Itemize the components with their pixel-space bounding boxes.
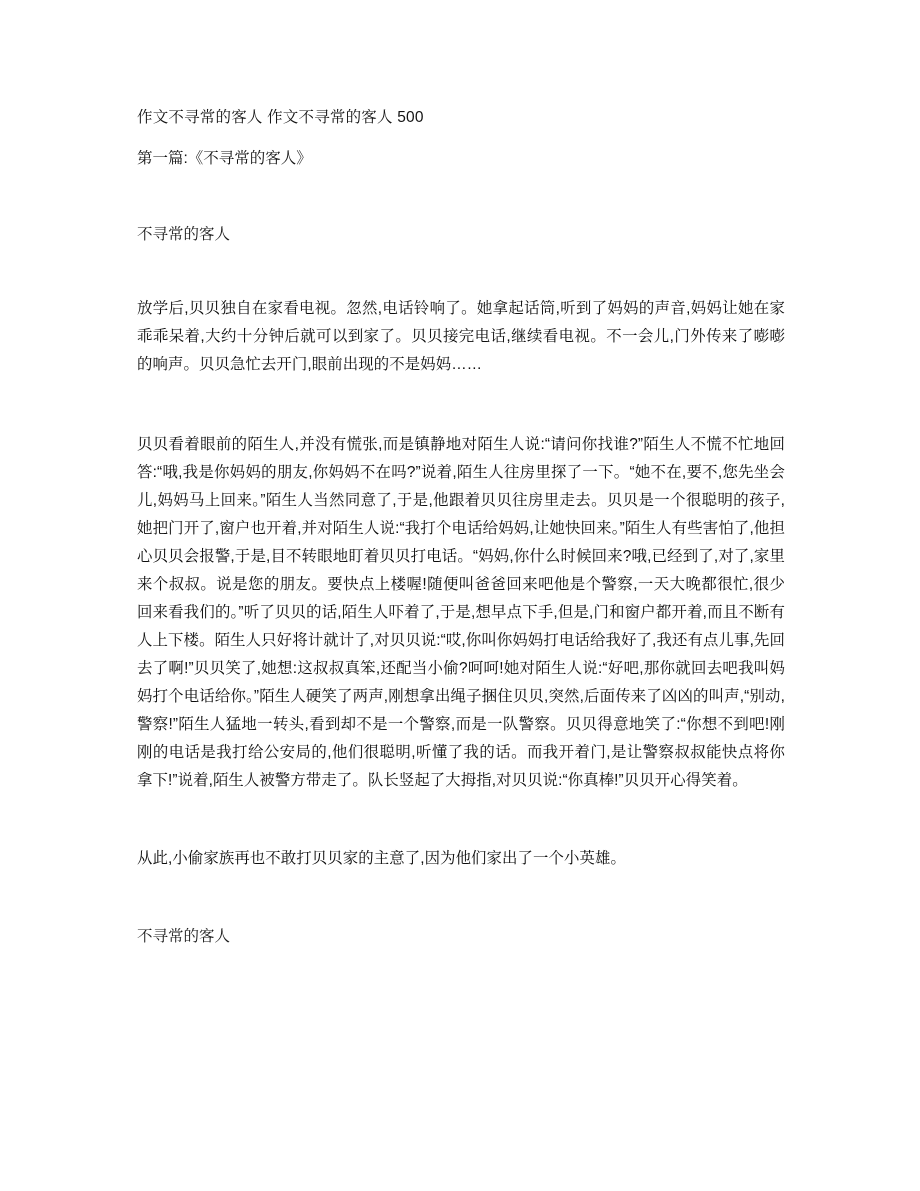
essay-heading-top: 不寻常的客人 (137, 226, 231, 243)
paragraph-main: 贝贝看着眼前的陌生人,并没有慌张,而是镇静地对陌生人说:“请问你找谁?”陌生人不慌不忙地回答:“哦,我是你妈妈的朋友,你妈妈不在吗?”说着,陌生人往房里探了一下。“她不在,要不,您先坐会儿,妈妈马上回来。”陌生人当然同意了,于是,他跟着贝贝往房里走去。贝贝是一个很聪明的孩子,她把门开了,窗户也开着,并对陌生人说:“我打个电话给妈妈,让她快回来。”陌生人有些害怕了,他担心贝贝会报警,于是,目不转眼地盯着贝贝打电话。“妈妈,你什么时候回来?哦,已经到了,对了,家里来个叔叔。说是您的朋友。要快点上楼喔!随便叫爸爸回来吧他是个警察,一天大晚都很忙,很少回来看我们的。”听了贝贝的话,陌生人吓着了,于是,想早点下手,但是,门和窗户都开着,而且不断有人上下楼。陌生人只好将计就计了,对贝贝说:“哎,你叫你妈妈打电话给我好了,我还有点儿事,先回去了啊!”贝贝笑了,她想:这叔叔真笨,还配当小偷?呵呵!她对陌生人说:“好吧,那你就回去吧我叫妈妈打个电话给你。”陌生人硬笑了两声,刚想拿出绳子捆住贝贝,突然,后面传来了凶凶的叫声,“别动,警察!”陌生人猛地一转头,看到却不是一个警察,而是一队警察。贝贝得意地笑了:“你想不到吧!刚刚的电话是我打给公安局的,他们很聪明,听懂了我的话。而我开着门,是让警察叔叔能快点将你拿下!”说着,陌生人被警方带走了。队长竖起了大拇指,对贝贝说:“你真棒!”贝贝开心得笑着。 (137, 436, 785, 789)
spacer-after-intro (137, 379, 785, 431)
paragraph-intro: 放学后,贝贝独自在家看电视。忽然,电话铃响了。她拿起话筒,听到了妈妈的声音,妈妈让她在家乖乖呆着,大约十分钟后就可以到家了。贝贝接完电话,继续看电视。不一会儿,门外传来了嘭嘭的响声。贝贝急忙去开门,眼前出现的不是妈妈…… (137, 300, 785, 373)
section-label: 第一篇:《不寻常的客人》 (137, 150, 312, 167)
spacer-after-heading (137, 249, 785, 295)
essay-heading-bottom: 不寻常的客人 (137, 928, 231, 945)
paragraph-conclusion: 从此,小偷家族再也不敢打贝贝家的主意了,因为他们家出了一个小英雄。 (137, 850, 626, 867)
spacer-after-main (137, 795, 785, 845)
document-title: 作文不寻常的客人 作文不寻常的客人 500 (137, 109, 424, 126)
document-content (137, 104, 785, 951)
spacer-before-heading-bottom (137, 873, 785, 923)
